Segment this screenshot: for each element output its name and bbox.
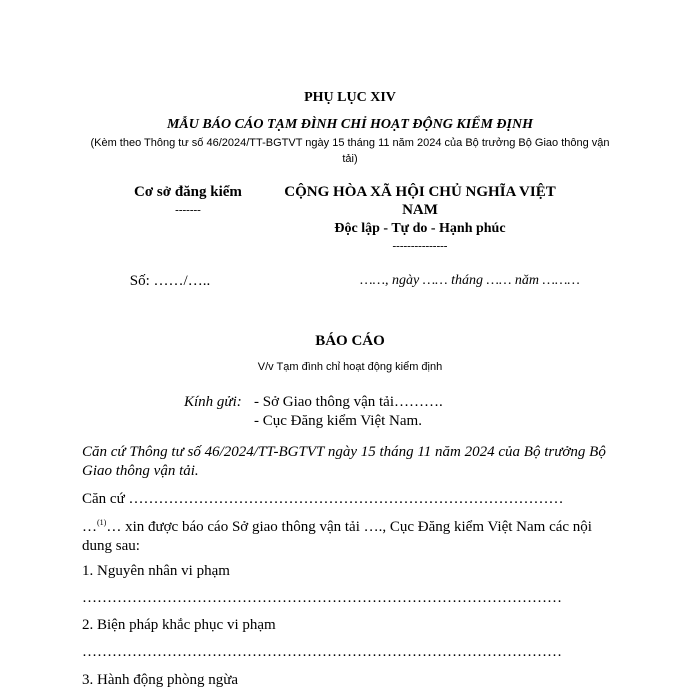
intro-paragraph-line2: dung sau: xyxy=(82,538,140,554)
form-title: MẪU BÁO CÁO TẠM ĐÌNH CHỈ HOẠT ĐỘNG KIỂM ĐỊNH xyxy=(166,117,533,132)
organization-rule: ------- xyxy=(175,204,201,216)
report-subject: V/v Tạm đình chỉ hoạt động kiểm định xyxy=(257,361,443,373)
recipient-registry-department: - Cục Đăng kiểm Việt Nam. xyxy=(254,413,422,429)
national-motto: Độc lập - Tự do - Hạnh phúc xyxy=(334,221,506,236)
section-remedial-measures-dots: …………………………………………………………………………………… xyxy=(82,644,562,660)
additional-basis: Căn cứ …………………………………………………………………………… xyxy=(82,491,564,507)
legal-note-line1: (Kèm theo Thông tư số 46/2024/TT-BGTVT ngày 15 tháng 11 năm 2024 của Bộ trưởng Bộ Giao thông vận xyxy=(90,137,610,149)
motto-rule: --------------- xyxy=(392,240,448,252)
issue-date: ……, ngày …… tháng …… năm ……… xyxy=(360,273,580,288)
document-number: Số: ……/….. xyxy=(129,273,211,289)
legal-basis-line1: Căn cứ Thông tư số 46/2024/TT-BGTVT ngày 15 tháng 11 năm 2024 của Bộ trưởng Bộ xyxy=(82,444,606,460)
intro-text: … xin được báo cáo Sở giao thông vận tải …., Cục Đăng kiểm Việt Nam các nội xyxy=(106,519,592,535)
section-violation-cause: 1. Nguyên nhân vi phạm xyxy=(82,563,230,579)
appendix-heading: PHỤ LỤC XIV xyxy=(304,90,396,105)
organization-name: Cơ sở đăng kiểm xyxy=(134,184,242,200)
nation-name-line2: NAM xyxy=(402,202,438,218)
section-remedial-measures: 2. Biện pháp khắc phục vi phạm xyxy=(82,617,276,633)
section-violation-cause-dots: …………………………………………………………………………………… xyxy=(82,590,562,606)
section-preventive-actions: 3. Hành động phòng ngừa xyxy=(82,672,239,688)
intro-prefix: … xyxy=(82,519,97,535)
nation-name-line1: CỘNG HÒA XÃ HỘI CHỦ NGHĨA VIỆT xyxy=(284,184,556,200)
intro-paragraph-line1 xyxy=(82,519,592,536)
recipient-label: Kính gửi: xyxy=(184,394,242,410)
report-title: BÁO CÁO xyxy=(315,333,385,349)
footnote-marker: (1) xyxy=(97,518,107,527)
recipient-transport-department: - Sở Giao thông vận tải………. xyxy=(254,394,443,410)
legal-basis-line2: Giao thông vận tải. xyxy=(82,463,199,479)
legal-note-line2: tải) xyxy=(342,153,358,165)
